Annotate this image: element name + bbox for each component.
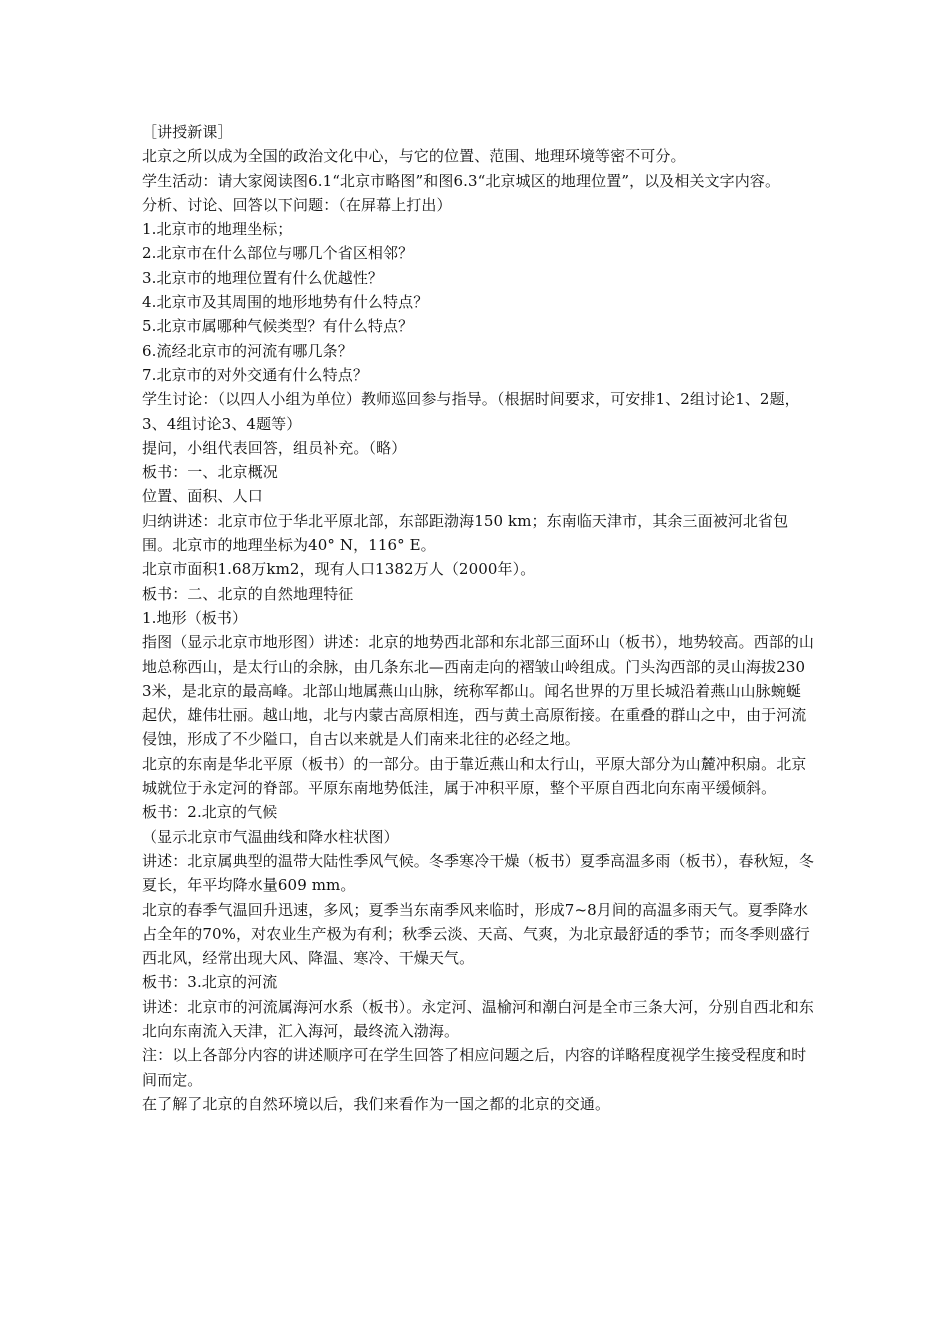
note-paragraph: 注：以上各部分内容的讲述顺序可在学生回答了相应问题之后，内容的详略程度视学生接受程度和时间而定。 [142,1046,807,1089]
paragraph: 北京的春季气温回升迅速，多风；夏季当东南季风来临时，形成7~8月间的高温多雨天气。夏季降水占全年的70%，对农业生产极为有利；秋季云淡、天高、气爽，为北京最舒适的季节；而冬季则盛行西北风，经常出现大风、降温、寒冷、干燥天气。 [142,900,810,968]
question-item: 5.北京市属哪种气候类型？有什么特点？ [142,317,414,336]
board-heading: 板书：3.北京的河流 [142,973,278,992]
board-heading: 板书：2.北京的气候 [142,803,278,822]
paragraph: 位置、面积、人口 [142,487,263,506]
paragraph: （显示北京市气温曲线和降水柱状图） [142,827,399,846]
board-heading: 板书：一、北京概况 [142,463,278,482]
paragraph: 提问，小组代表回答，组员补充。（略） [142,438,407,457]
paragraph: 指图（显示北京市地形图）讲述：北京的地势西北部和东北部三面环山（板书），地势较高。西部的山地总称西山，是太行山的余脉，由几条东北—西南走向的褶皱山岭组成。门头沟西部的灵山海拔2303米，是北京的最高峰。北部山地属燕山山脉，统称军都山。闻名世界的万里长城沿着燕山山脉蜿蜒起伏，雄伟壮丽。越山地，北与内蒙古高原相连，西与黄土高原衔接。在重叠的群山之中，由于河流侵蚀，形成了不少隘口，自古以来就是人们南来北往的必经之地。 [142,633,815,749]
paragraph: 讲述：北京市的河流属海河水系（板书）。永定河、温榆河和潮白河是全市三条大河，分别自西北和东北向东南流入天津，汇入海河，最终流入渤海。 [142,997,815,1040]
board-heading: 板书：二、北京的自然地理特征 [142,584,354,603]
section-heading: ［讲授新课］ [142,123,233,141]
paragraph: 在了解了北京的自然环境以后，我们来看作为一国之都的北京的交通。 [142,1094,611,1113]
paragraph: 学生讨论：（以四人小组为单位）教师巡回参与指导。（根据时间要求，可安排1、2组讨论1、2题，3、4组讨论3、4题等） [142,390,800,433]
paragraph: 北京市面积1.68万km2，现有人口1382万人（2000年）。 [142,560,536,579]
question-item: 7.北京市的对外交通有什么特点？ [142,365,368,384]
paragraph: 讲述：北京属典型的温带大陆性季风气候。冬季寒冷干燥（板书）夏季高温多雨（板书），春秋短，冬夏长，年平均降水量609 mm。 [142,851,815,895]
paragraph: 北京之所以成为全国的政治文化中心，与它的位置、范围、地理环境等密不可分。 [142,147,686,166]
question-item: 2.北京市在什么部位与哪几个省区相邻？ [142,244,414,263]
paragraph: 归纳讲述：北京市位于华北平原北部，东部距渤海150 km；东南临天津市，其余三面被河北省包围。北京市的地理坐标为40° N，116° E。 [142,511,789,555]
question-item: 6.流经北京市的河流有哪几条？ [142,341,353,360]
paragraph: 学生活动：请大家阅读图6.1“北京市略图”和图6.3“北京城区的地理位置”，以及相关文字内容。 [142,171,781,190]
question-item: 3.北京市的地理位置有什么优越性？ [142,268,384,287]
question-item: 4.北京市及其周围的地形地势有什么特点？ [142,293,429,312]
question-item: 1.北京市的地理坐标； [142,220,293,239]
subheading: 1.地形（板书） [142,608,248,627]
paragraph: 北京的东南是华北平原（板书）的一部分。由于靠近燕山和太行山，平原大部分为山麓冲积扇。北京城就位于永定河的脊部。平原东南地势低洼，属于冲积平原，整个平原自西北向东南平缓倾斜。 [142,754,807,798]
document-body [142,120,814,1116]
paragraph: 分析、讨论、回答以下问题：（在屏幕上打出） [142,195,452,214]
